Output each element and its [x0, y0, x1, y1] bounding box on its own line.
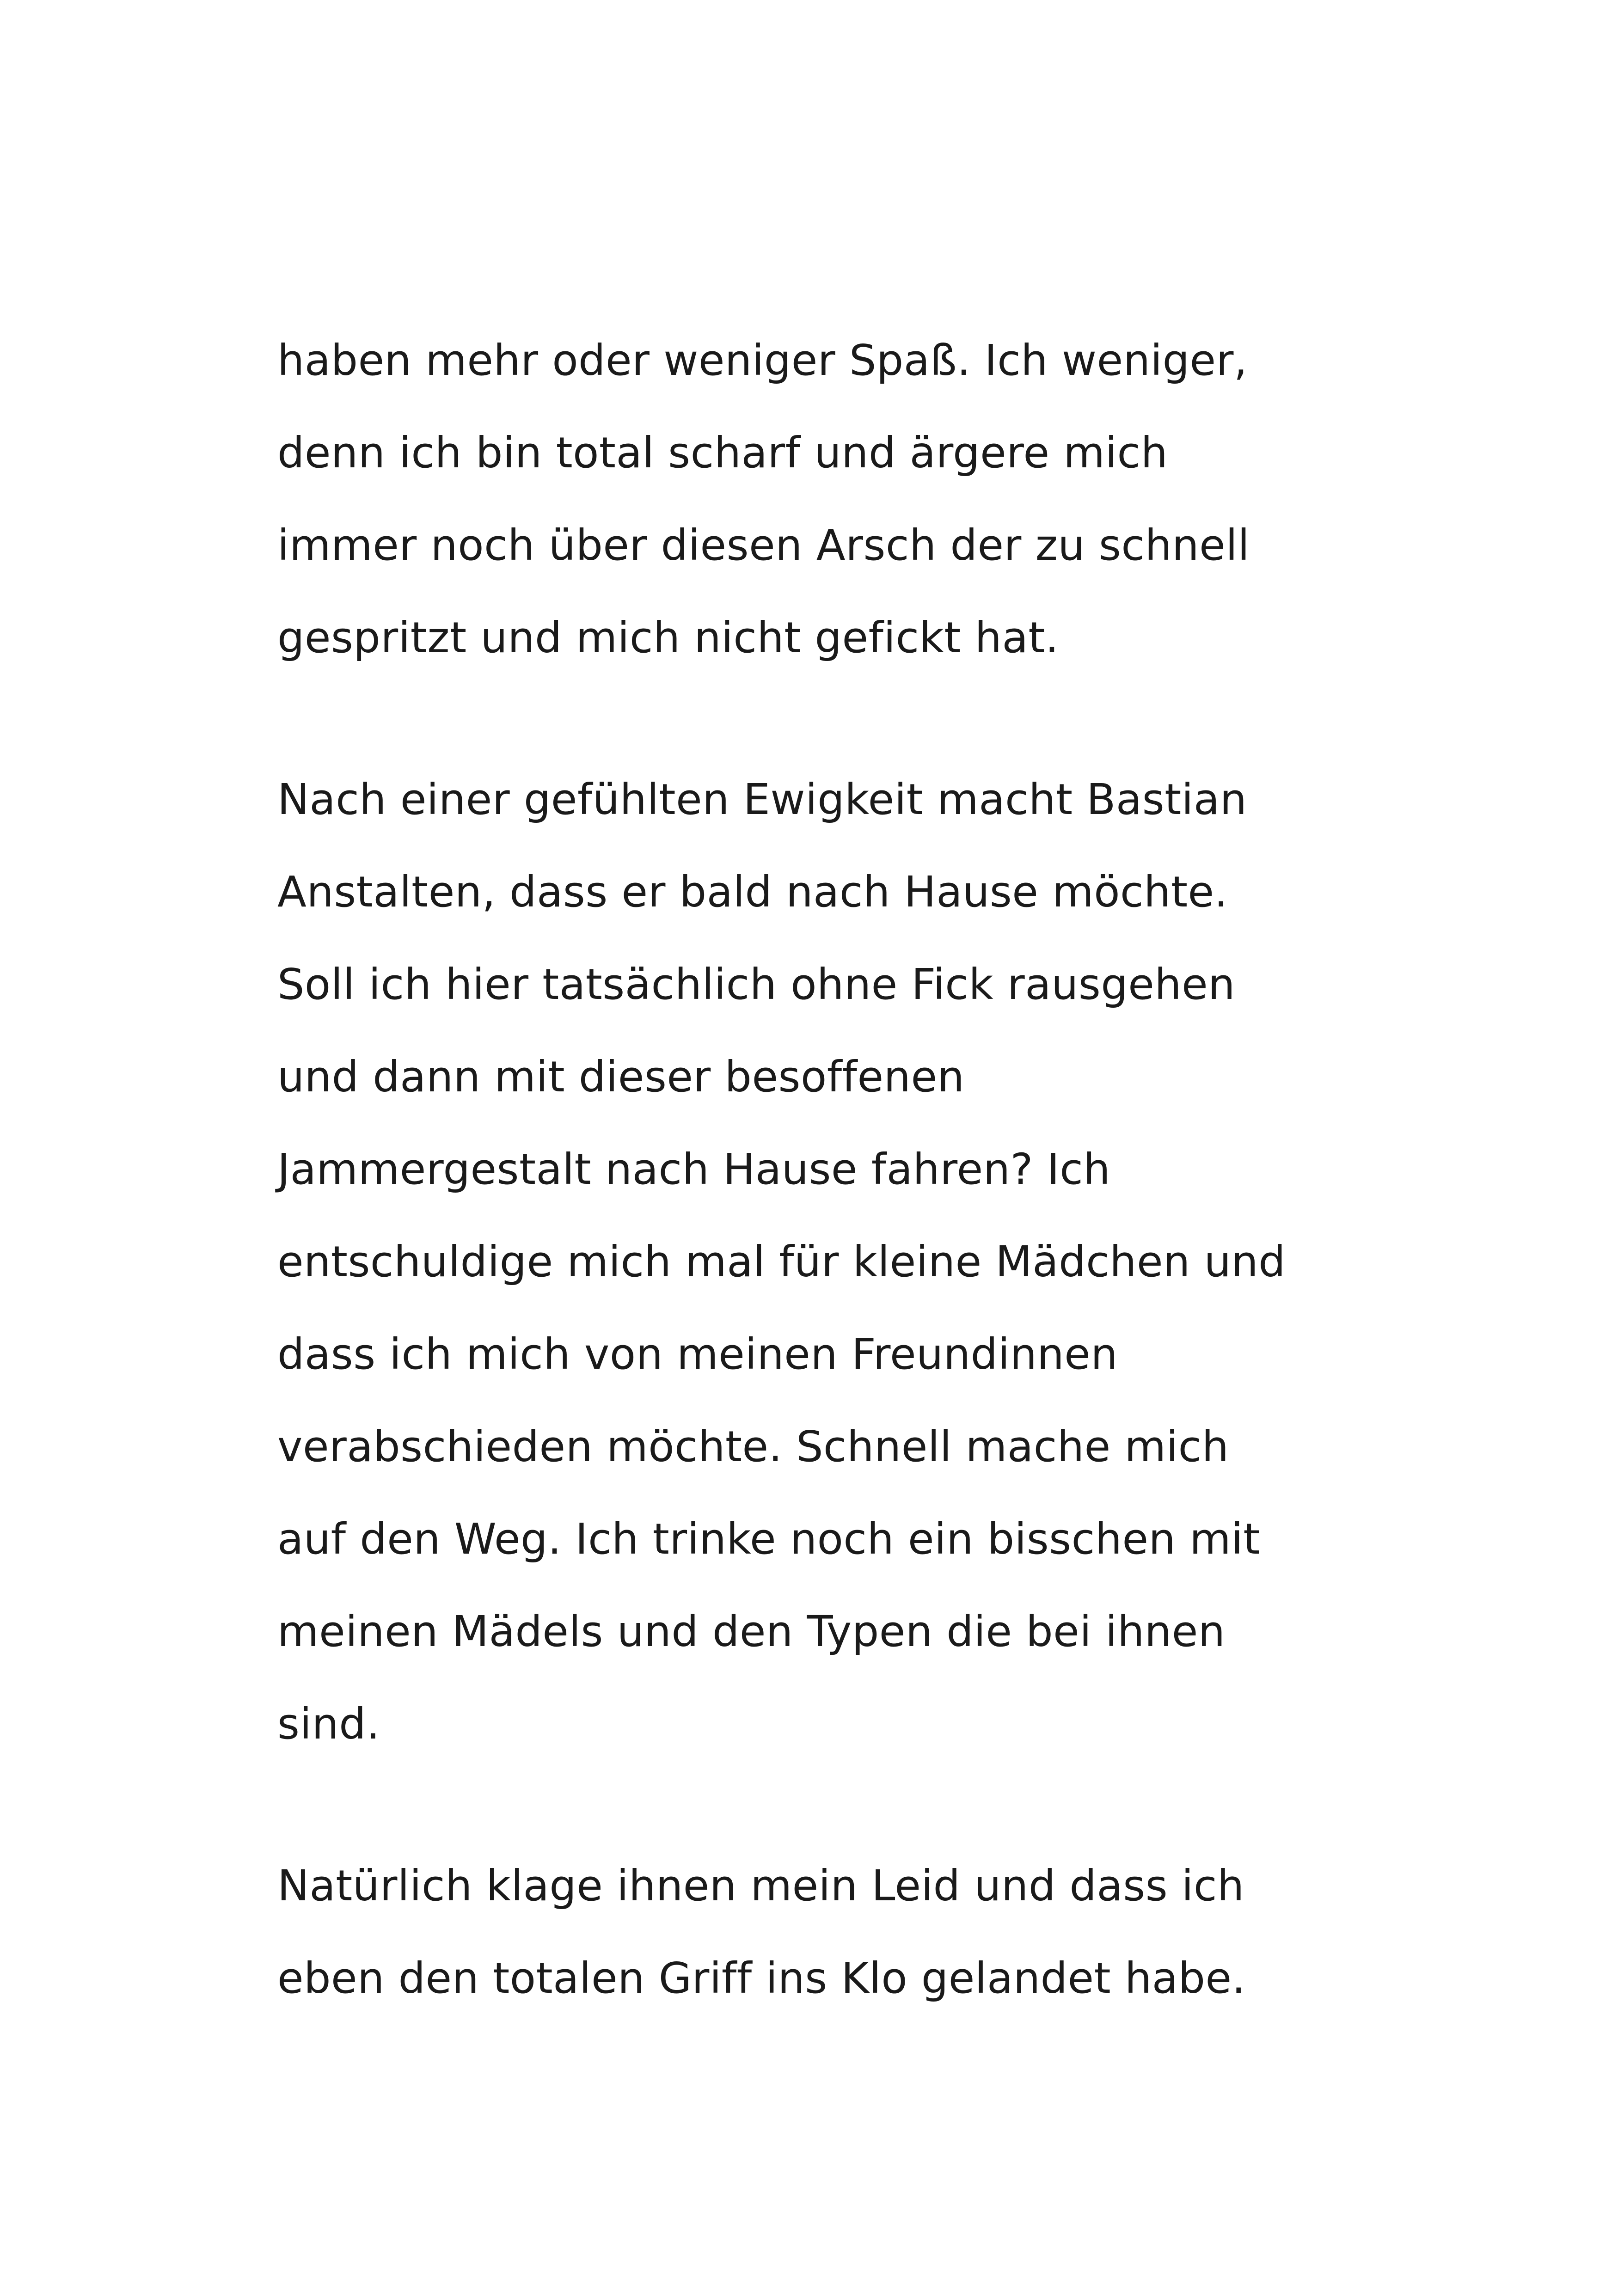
- text-line: immer noch über diesen Arsch der zu schnell: [277, 520, 1250, 570]
- paragraph: [277, 314, 1387, 684]
- text-line: Nach einer gefühlten Ewigkeit macht Bastian: [277, 775, 1247, 824]
- text-line: Soll ich hier tatsächlich ohne Fick rausgehen: [277, 960, 1236, 1009]
- text-line: haben mehr oder weniger Spaß. Ich weniger,: [277, 336, 1248, 385]
- paragraph-spacer: [277, 1770, 1387, 1840]
- text-line: sind.: [277, 1699, 380, 1749]
- paragraph: [277, 1840, 1387, 2025]
- text-line: entschuldige mich mal für kleine Mädchen und: [277, 1237, 1286, 1286]
- text-line: Jammergestalt nach Hause fahren? Ich: [277, 1145, 1111, 1194]
- text-line: meinen Mädels und den Typen die bei ihnen: [277, 1607, 1226, 1656]
- text-line: verabschieden möchte. Schnell mache mich: [277, 1422, 1229, 1471]
- paragraph: [277, 753, 1387, 1770]
- text-line: und dann mit dieser besoffenen: [277, 1052, 965, 1102]
- text-line: Natürlich klage ihnen mein Leid und dass ich: [277, 1861, 1244, 1910]
- text-line: eben den totalen Griff ins Klo gelandet habe.: [277, 1953, 1246, 2003]
- text-line: Anstalten, dass er bald nach Hause möchte.: [277, 867, 1228, 917]
- text-line: denn ich bin total scharf und ärgere mich: [277, 428, 1168, 478]
- body-text: [277, 314, 1387, 2025]
- paragraph-spacer: [277, 684, 1387, 753]
- text-line: dass ich mich von meinen Freundinnen: [277, 1329, 1118, 1379]
- text-line: gespritzt und mich nicht gefickt hat.: [277, 613, 1059, 662]
- text-line: auf den Weg. Ich trinke noch ein bisschen mit: [277, 1514, 1260, 1564]
